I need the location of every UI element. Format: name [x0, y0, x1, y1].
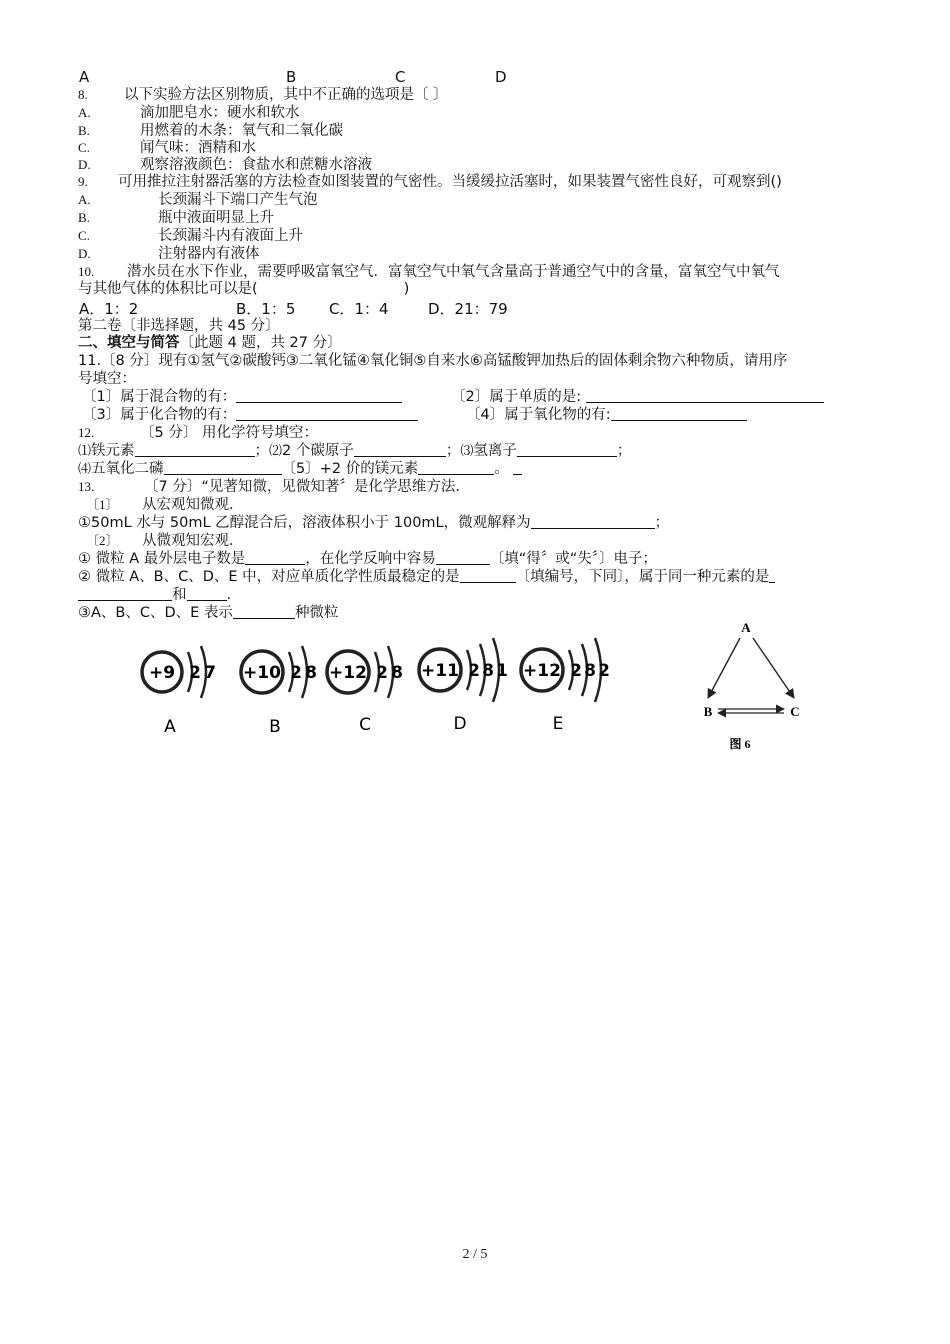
node-c-label: C	[790, 704, 800, 719]
q11-part-4: 〔4〕属于氧化物的有:	[466, 406, 747, 424]
q9-option-a: A. 长颈漏斗下端口产生气泡	[78, 192, 318, 208]
atom-c	[327, 646, 403, 735]
answer-blank[interactable]	[236, 388, 402, 403]
question-10-line2: 与其他气体的体积比可以是( )	[78, 281, 410, 297]
atom-d	[419, 638, 508, 734]
atom-e	[521, 638, 610, 734]
q8-option-a: A. 滴加肥皂水：硬水和软水	[78, 105, 300, 121]
answer-blank[interactable]	[164, 460, 282, 475]
answer-blank[interactable]	[135, 442, 255, 457]
q10-option-c: C．1：4	[329, 300, 389, 318]
q8-option-c: C. 闻气味：酒精和水	[78, 140, 256, 156]
q13-sub-1: 〔1〕 从宏观知微观．	[86, 497, 244, 513]
q10-option-b: B．1：5	[236, 300, 296, 318]
section-2-heading: 二、填空与简答〔此题 4 题，共 27 分〕	[78, 335, 342, 351]
question-number: 8.	[78, 87, 88, 102]
question-11-line2: 号填空：	[78, 371, 136, 387]
shell-electrons: 2	[468, 661, 480, 681]
q8-option-b: B. 用燃着的木条：氧气和二氧化碳	[78, 123, 343, 139]
nucleus-charge: +10	[243, 663, 281, 683]
answer-blank[interactable]	[236, 406, 418, 421]
shell-electrons: 2	[598, 661, 610, 681]
shell-electrons: 8	[391, 663, 403, 683]
figure-6-svg	[696, 614, 816, 754]
atom-a	[142, 646, 216, 737]
answer-blank[interactable]	[354, 442, 446, 457]
question-number: 10.	[78, 264, 95, 279]
q11-part-2: 〔2〕属于单质的是:	[451, 388, 824, 406]
question-number: 9.	[78, 174, 88, 189]
question-number: 13.	[78, 479, 95, 494]
q13-item-3: ② 微粒 A、B、C、D、E 中，对应单质化学性质最稳定的是 〔填编号，下同〕，属于同一种元素的是	[78, 568, 775, 586]
atom-label: B	[269, 717, 281, 737]
q11-part-3: 〔3〕属于化合物的有：	[82, 406, 418, 424]
answer-blank[interactable]	[418, 460, 494, 475]
answer-blank[interactable]	[233, 604, 295, 619]
shell-electrons: 2	[570, 661, 582, 681]
q13-item-5: ③A、B、C、D、E 表示 种微粒	[78, 605, 339, 621]
shell-electrons: 2	[376, 663, 388, 683]
answer-blank[interactable]	[460, 568, 516, 583]
arrow-a-to-c	[753, 638, 794, 698]
q13-item-2: ① 微粒 A 最外层电子数是 ，在化学反响中容易 〔填“得〞或“失〞〕电子；	[78, 551, 658, 567]
shell-electrons: 8	[482, 661, 494, 681]
question-13	[78, 478, 470, 496]
node-a-label: A	[741, 620, 751, 635]
question-stem: 可用推拉注射器活塞的方法检查如图装置的气密性。当缓缓拉活塞时，如果装置气密性良好，可观察到()	[118, 174, 782, 190]
nucleus-charge: +12	[329, 663, 367, 683]
page-number: 2 / 5	[462, 1247, 488, 1262]
shell-electrons: 8	[305, 663, 317, 683]
atom-b	[241, 646, 317, 737]
shell-electrons: 7	[204, 663, 216, 683]
atom-label: D	[453, 714, 467, 734]
node-b-label: B	[703, 704, 713, 719]
question-stem: 〔7 分〕“见著知微，见微知著〞是化学思维方法．	[144, 479, 470, 495]
shell-electrons: 2	[189, 663, 201, 683]
q10-option-d: D．21：79	[428, 300, 508, 318]
option-label-a: A	[79, 68, 90, 86]
question-number: 12.	[78, 425, 95, 440]
q11-part-1: 〔1〕属于混合物的有：	[82, 388, 402, 406]
atom-label: C	[359, 715, 371, 735]
answer-blank[interactable]	[611, 406, 747, 421]
part-2-title: 第二卷〔非选择题，共 45 分〕	[78, 318, 280, 334]
answer-blank[interactable]	[436, 550, 490, 565]
question-9	[78, 173, 782, 191]
atom-label: E	[552, 714, 564, 734]
q9-option-c: C. 长颈漏斗内有液面上升	[78, 228, 303, 244]
figure-6	[696, 614, 816, 754]
q8-option-d: D. 观察溶液颜色：食盐水和蔗糖水溶液	[78, 157, 372, 173]
question-stem: 〔5 分〕 用化学符号填空：	[140, 425, 318, 441]
answer-blank[interactable]	[187, 586, 227, 601]
q13-item-4: 和 ．	[78, 586, 241, 604]
atom-structure-diagrams	[132, 632, 632, 742]
answer-blank[interactable]	[245, 550, 305, 565]
q10-option-a: A．1：2	[79, 300, 139, 318]
question-stem: 潜水员在水下作业，需要呼吸富氧空气．富氧空气中氧气含量高于普通空气中的含量，富氧空气中氧气	[127, 264, 780, 280]
q12-line-1: ⑴铁元素 ；⑵2 个碳原子 ；⑶氢离子 ；	[78, 443, 632, 459]
nucleus-charge: +11	[421, 661, 459, 681]
q13-item-1: ①50mL 水与 50mL 乙醇混合后，溶液体积小于 100mL，微观解释为 ；	[78, 515, 670, 531]
question-11: 11.〔8 分〕现有①氢气②碳酸钙③二氧化锰④氧化铜⑤自来水⑥高锰酸钾加热后的固体剩余物六种物质，请用序	[78, 353, 788, 369]
q9-option-d: D. 注射器内有液体	[78, 246, 260, 262]
option-label-c: C	[395, 68, 406, 86]
answer-blank[interactable]	[78, 586, 172, 601]
arrow-a-to-b	[708, 638, 740, 698]
q13-sub-2: 〔2〕 从微观知宏观．	[86, 533, 244, 549]
atom-label: A	[164, 717, 176, 737]
nucleus-charge: +9	[148, 663, 176, 683]
figure-caption: 图 6	[729, 737, 751, 751]
question-8	[78, 86, 448, 104]
question-12	[78, 424, 318, 442]
atom-diagrams-svg	[132, 632, 632, 742]
answer-blank[interactable]	[517, 442, 617, 457]
q9-option-b: B. 瓶中液面明显上升	[78, 210, 274, 226]
question-stem: 以下实验方法区别物质，其中不正确的选项是〔 〕	[124, 87, 448, 103]
q12-line-2: ⑷五氧化二磷 〔5〕+2 价的镁元素 。	[78, 460, 522, 478]
nucleus-charge: +12	[523, 661, 561, 681]
question-10	[78, 263, 780, 281]
option-label-d: D	[495, 68, 507, 86]
answer-blank[interactable]	[531, 514, 655, 529]
answer-blank[interactable]	[586, 388, 824, 403]
shell-electrons: 2	[290, 663, 302, 683]
shell-electrons: 1	[496, 661, 508, 681]
option-label-b: B	[286, 68, 297, 86]
shell-electrons: 8	[584, 661, 596, 681]
